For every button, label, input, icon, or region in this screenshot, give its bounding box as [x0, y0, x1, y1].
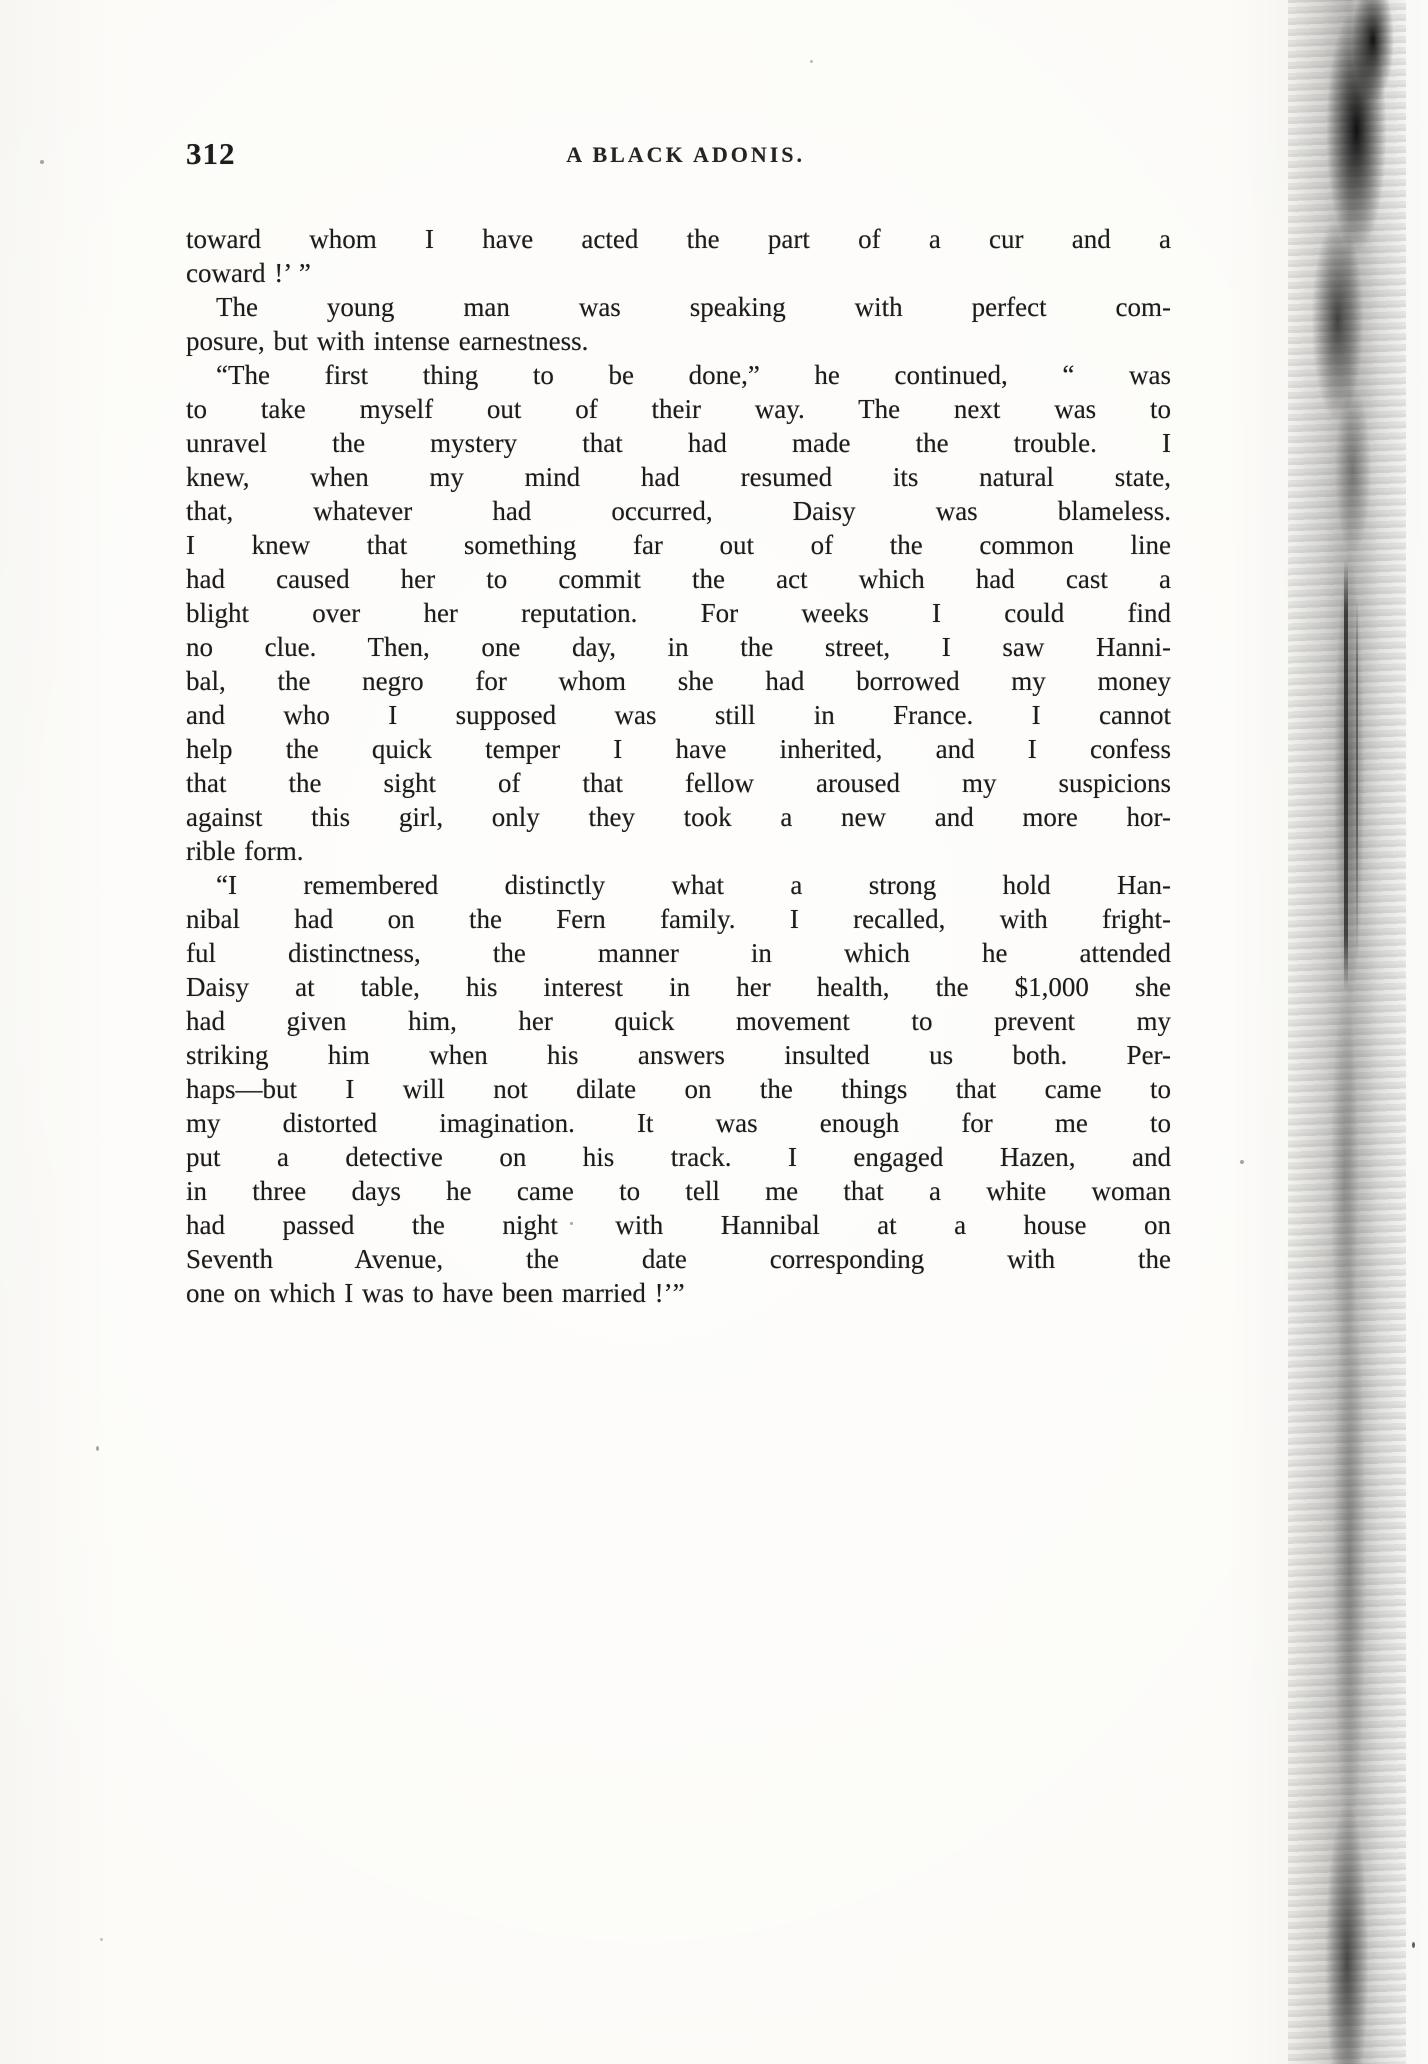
- text-line: nibal had on the Fern family. I recalled, with fright-: [186, 904, 1171, 934]
- text-line: haps—but I will not dilate on the things that came to: [186, 1074, 1171, 1104]
- text-line: The young man was speaking with perfect com-: [216, 292, 1171, 322]
- text-line: toward whom I have acted the part of a cur and a: [186, 224, 1171, 254]
- scan-speck: [40, 160, 44, 164]
- page-header: [186, 136, 1171, 176]
- scan-speck: [96, 1446, 99, 1451]
- text-line: against this girl, only they took a new and more hor-: [186, 802, 1171, 832]
- text-line: and who I supposed was still in France. I cannot: [186, 700, 1171, 730]
- text-line: put a detective on his track. I engaged Hazen, and: [186, 1142, 1171, 1172]
- text-line: striking him when his answers insulted us both. Per-: [186, 1040, 1171, 1070]
- text-line: no clue. Then, one day, in the street, I saw Hanni-: [186, 632, 1171, 662]
- text-line: had caused her to commit the act which had cast a: [186, 564, 1171, 594]
- text-line: that the sight of that fellow aroused my suspicions: [186, 768, 1171, 798]
- text-line: one on which I was to have been married !’”: [186, 1278, 685, 1308]
- binding-crease-line: [1344, 560, 1348, 990]
- scan-speck: [1240, 1160, 1244, 1164]
- text-line: posure, but with intense earnestness.: [186, 326, 589, 356]
- text-line: Seventh Avenue, the date corresponding with the: [186, 1244, 1171, 1274]
- running-title: A BLACK ADONIS.: [566, 142, 806, 167]
- scan-speck: [100, 1938, 103, 1941]
- text-line: in three days he came to tell me that a white woman: [186, 1176, 1171, 1206]
- scan-speck: [810, 60, 813, 63]
- text-line: bal, the negro for whom she had borrowed my money: [186, 666, 1171, 696]
- text-line: I knew that something far out of the common line: [186, 530, 1171, 560]
- page-number: 312: [186, 136, 236, 171]
- text-line: that, whatever had occurred, Daisy was blameless.: [186, 496, 1171, 526]
- text-line: knew, when my mind had resumed its natural state,: [186, 462, 1171, 492]
- text-line: help the quick temper I have inherited, and I confess: [186, 734, 1171, 764]
- text-line: ful distinctness, the manner in which he attended: [186, 938, 1171, 968]
- text-line: to take myself out of their way. The next was to: [186, 394, 1171, 424]
- scan-speck: [570, 1222, 573, 1225]
- text-line: had passed the night with Hannibal at a house on: [186, 1210, 1171, 1240]
- text-line: “I remembered distinctly what a strong hold Han-: [216, 870, 1171, 900]
- text-line: blight over her reputation. For weeks I could find: [186, 598, 1171, 628]
- text-line: “The first thing to be done,” he continued, “ was: [216, 360, 1171, 390]
- text-block: [186, 222, 1171, 1310]
- text-line: Daisy at table, his interest in her health, the $1,000 she: [186, 972, 1171, 1002]
- text-line: my distorted imagination. It was enough for me to: [186, 1108, 1171, 1138]
- book-binding-shadow: [1288, 0, 1406, 2064]
- text-line: rible form.: [186, 836, 304, 866]
- binding-crease-line-2: [1356, 600, 1358, 960]
- text-line: coward !’ ”: [186, 258, 311, 288]
- text-line: had given him, her quick movement to prevent my: [186, 1006, 1171, 1036]
- text-line: unravel the mystery that had made the trouble. I: [186, 428, 1171, 458]
- scan-speck: [1412, 1942, 1415, 1948]
